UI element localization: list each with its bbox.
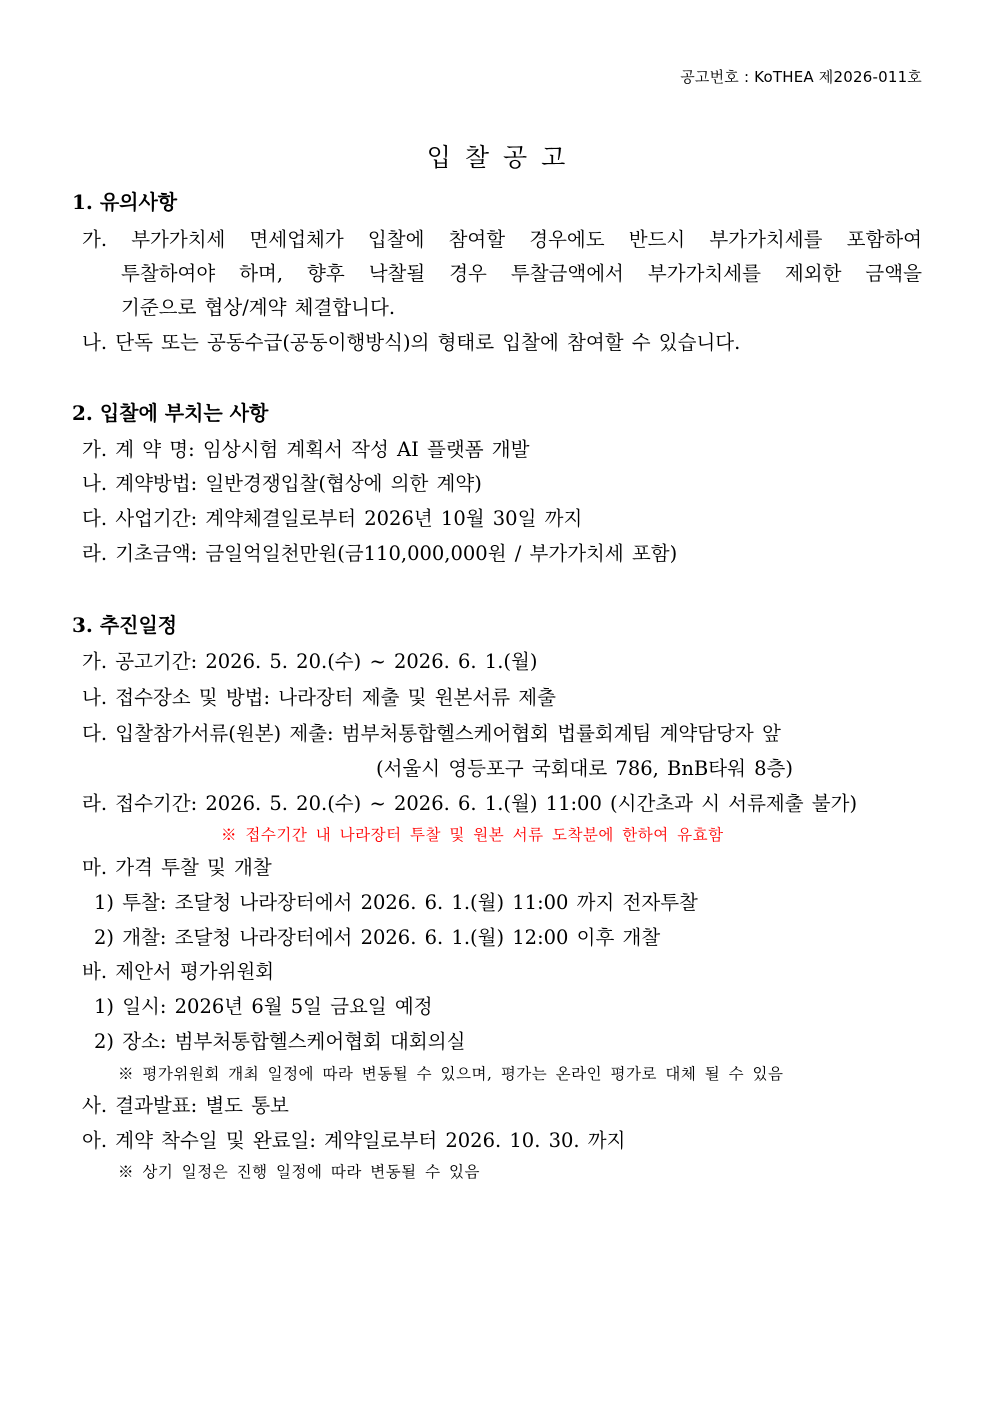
bid-item-base-amount: 라. 기초금액: 금일억일천만원(금110,000,000원 / 부가가치세 포함) <box>82 542 678 565</box>
word: 제외한 <box>784 262 842 285</box>
schedule-submission-warning: ※ 접수기간 내 나라장터 투찰 및 원본 서류 도착분에 한하여 유효함 <box>221 826 724 844</box>
word: 하며, <box>239 262 284 285</box>
schedule-submission-place: 나. 접수장소 및 방법: 나라장터 제출 및 원본서류 제출 <box>82 686 556 709</box>
schedule-committee: 바. 제안서 평가위원회 <box>82 960 275 983</box>
word: 포함하여 <box>846 228 922 251</box>
bid-item-project-period: 다. 사업기간: 계약체결일로부터 2026년 10월 30일 까지 <box>82 507 583 530</box>
schedule-bid-opening: 마. 가격 투찰 및 개찰 <box>82 856 272 879</box>
schedule-committee-date: 1) 일시: 2026년 6월 5일 금요일 예정 <box>94 995 433 1018</box>
word: 부가가치세를 <box>709 228 823 251</box>
schedule-result: 사. 결과발표: 별도 통보 <box>82 1094 289 1117</box>
bid-item-contract-name: 가. 계 약 명: 임상시험 계획서 작성 AI 플랫폼 개발 <box>82 438 530 461</box>
word: 면세업체가 <box>249 228 344 251</box>
notes-item-ga-line2 <box>121 258 922 286</box>
notes-item-ga-line3: 기준으로 협상/계약 체결합니다. <box>121 296 396 319</box>
schedule-committee-place: 2) 장소: 범부처통합헬스케어협회 대회의실 <box>94 1030 466 1053</box>
schedule-submission-period: 라. 접수기간: 2026. 5. 20.(수) ~ 2026. 6. 1.(월) 11:00 (시간초과 시 서류제출 불가) <box>82 792 858 815</box>
schedule-bid-submit: 1) 투찰: 조달청 나라장터에서 2026. 6. 1.(월) 11:00 까지 전자투찰 <box>94 891 698 914</box>
word: 향후 <box>307 262 345 285</box>
schedule-documents: 다. 입찰참가서류(원본) 제출: 범부처통합헬스케어협회 법률회계팀 계약담당자 앞 <box>82 722 781 745</box>
word: 금액을 <box>865 262 922 285</box>
schedule-change-note: ※ 상기 일정은 진행 일정에 따라 변동될 수 있음 <box>118 1163 480 1181</box>
word: 경우 <box>449 262 487 285</box>
word: 낙찰될 <box>368 262 426 285</box>
word: 투찰하여야 <box>121 262 216 285</box>
schedule-committee-note: ※ 평가위원회 개최 일정에 따라 변동될 수 있으며, 평가는 온라인 평가로 대체 될 수 있음 <box>118 1065 784 1083</box>
word: 반드시 <box>628 228 686 251</box>
word: 경우에도 <box>529 228 605 251</box>
word: 투찰금액에서 <box>510 262 624 285</box>
word: 부가가치세 <box>131 228 226 251</box>
section-heading-bid-items: 2. 입찰에 부치는 사항 <box>72 401 269 425</box>
schedule-bid-open: 2) 개찰: 조달청 나라장터에서 2026. 6. 1.(월) 12:00 이후 개찰 <box>94 926 661 949</box>
word: 부가가치세를 <box>647 262 761 285</box>
schedule-contract-dates: 아. 계약 착수일 및 완료일: 계약일로부터 2026. 10. 30. 까지 <box>82 1129 626 1152</box>
section-heading-schedule: 3. 추진일정 <box>72 613 178 637</box>
page-title: 입찰공고 <box>426 143 580 172</box>
word: 입찰에 <box>367 228 425 251</box>
word: 가. <box>82 228 108 251</box>
bid-item-contract-method: 나. 계약방법: 일반경쟁입찰(협상에 의한 계약) <box>82 472 482 495</box>
notice-number: 공고번호 : KoTHEA 제2026-011호 <box>680 68 922 86</box>
schedule-documents-address: (서울시 영등포구 국회대로 786, BnB타워 8층) <box>376 757 793 780</box>
notes-item-na: 나. 단독 또는 공동수급(공동이행방식)의 형태로 입찰에 참여할 수 있습니다. <box>82 331 741 354</box>
schedule-notice-period: 가. 공고기간: 2026. 5. 20.(수) ~ 2026. 6. 1.(월) <box>82 650 538 673</box>
notes-item-ga-line1 <box>82 224 922 252</box>
section-heading-notes: 1. 유의사항 <box>72 190 178 214</box>
word: 참여할 <box>448 228 506 251</box>
